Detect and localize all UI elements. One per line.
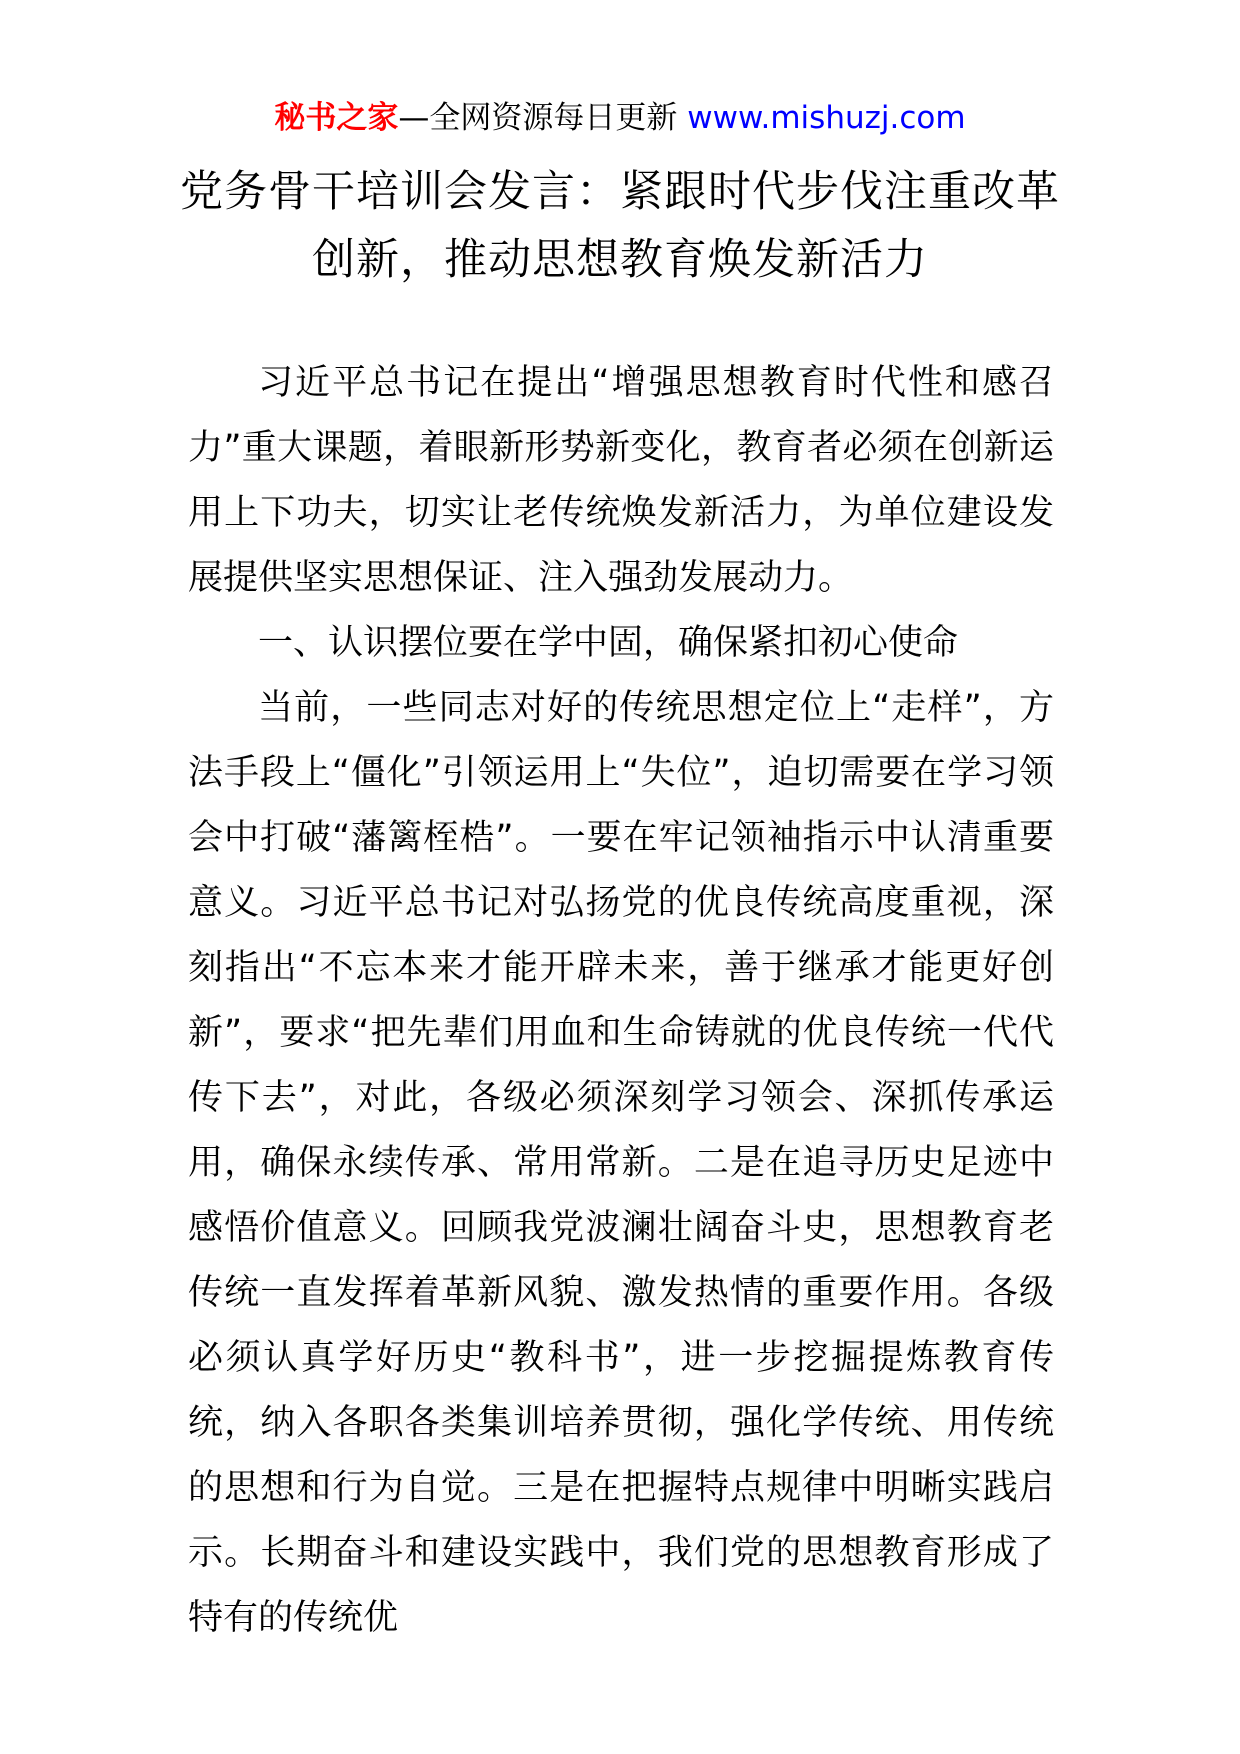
- site-header: [0, 98, 1240, 138]
- document-body: [188, 351, 1054, 1651]
- site-brand: 秘书之家: [274, 100, 399, 136]
- intro-paragraph: 习近平总书记在提出“增强思想教育时代性和感召力”重大课题，着眼新形势新变化，教育者必须在创新运用上下功夫，切实让老传统焕发新活力，为单位建设发展提供坚实思想保证、注入强劲发展动力。: [188, 363, 1054, 598]
- document-title: 党务骨干培训会发言：紧跟时代步伐注重改革创新，推动思想教育焕发新活力: [180, 167, 1060, 285]
- section-heading: 一、认识摆位要在学中固，确保紧扣初心使命: [258, 623, 959, 663]
- body-paragraph: 当前，一些同志对好的传统思想定位上“走样”，方法手段上“僵化”引领运用上“失位”，迫切需要在学习领会中打破“藩篱桎梏”。一要在牢记领袖指示中认清重要意义。习近平总书记对弘扬党的优良传统高度重视，深刻指出“不忘本来才能开辟未来，善于继承才能更好创新”，要求“把先辈们用血和生命铸就的优良传统一代代传下去”，对此，各级必须深刻学习领会、深抓传承运用，确保永续传承、常用常新。二是在追寻历史足迹中感悟价值意义。回顾我党波澜壮阔奋斗史，思想教育老传统一直发挥着革新风貌、激发热情的重要作用。各级必须认真学好历史“教科书”，进一步挖掘提炼教育传统，纳入各职各类集训培养贯彻，强化学传统、用传统的思想和行为自觉。三是在把握特点规律中明晰实践启示。长期奋斗和建设实践中，我们党的思想教育形成了特有的传统优: [188, 688, 1054, 1638]
- site-url-link[interactable]: www.mishuzj.com: [687, 100, 966, 136]
- site-tagline: —全网资源每日更新: [398, 100, 678, 136]
